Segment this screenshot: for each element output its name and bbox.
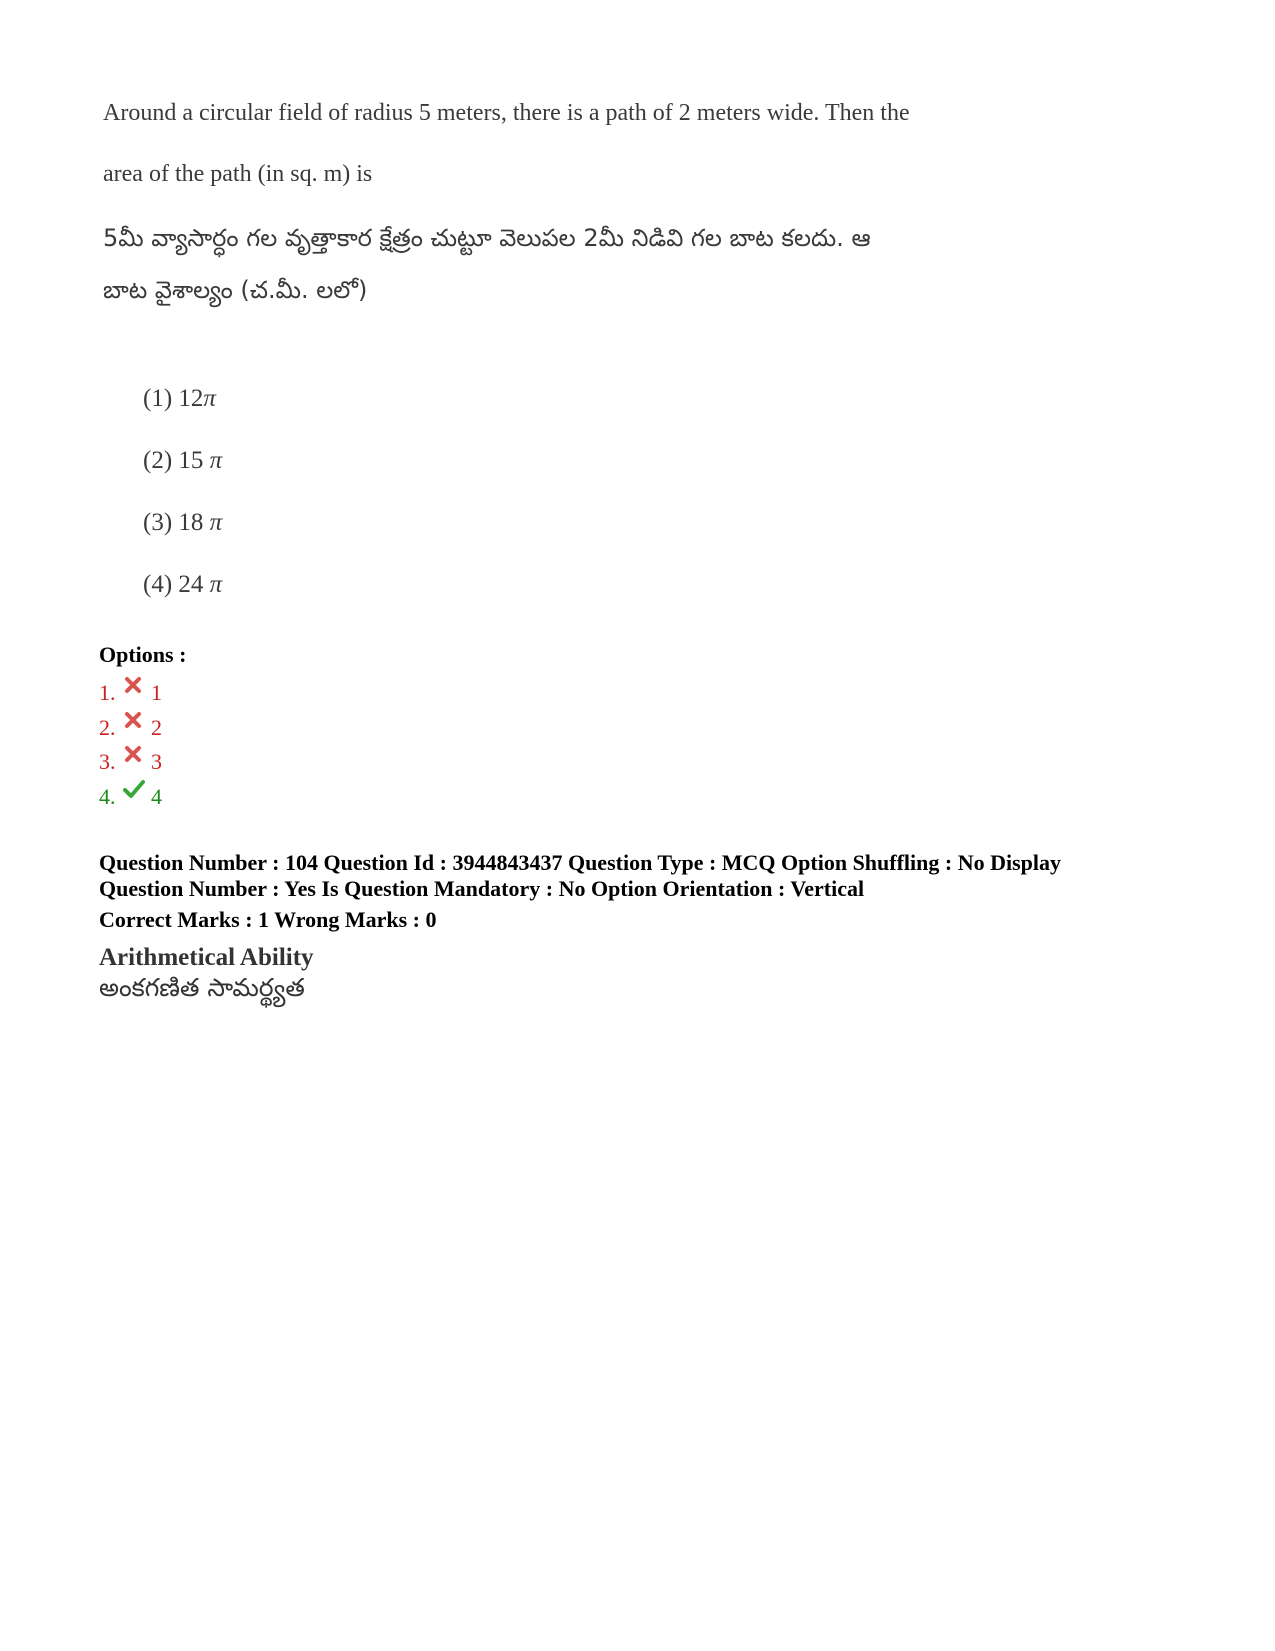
meta-line-1: Question Number : 104 Question Id : 3944843437 Question Type : MCQ Option Shuffling : No Display — [99, 850, 1062, 875]
options-list — [99, 676, 162, 814]
marks-info: Correct Marks : 1 Wrong Marks : 0 — [99, 907, 437, 932]
cross-icon — [123, 675, 143, 695]
option-number: 3. — [99, 749, 116, 775]
question-english-line-2: area of the path (in sq. m) is — [103, 161, 373, 187]
pi-symbol: π — [209, 447, 223, 474]
check-icon — [123, 779, 143, 799]
answer-choice — [143, 571, 222, 633]
question-meta — [99, 850, 1061, 902]
option-value: 3 — [151, 749, 162, 775]
section-title-english: Arithmetical Ability — [99, 944, 314, 971]
meta-line-2: Question Number : Yes Is Question Mandatory : No Option Orientation : Vertical — [99, 876, 865, 901]
option-item — [99, 780, 162, 815]
cross-icon — [123, 744, 143, 764]
section-title-telugu: అంకగణిత సామర్థ్యత — [99, 973, 305, 1002]
question-english-line-1: Around a circular field of radius 5 meters, there is a path of 2 meters wide. Then the — [103, 100, 910, 126]
choice-label: (3) 18 — [143, 509, 210, 536]
choice-label: (1) 12 — [143, 385, 204, 412]
option-value: 1 — [151, 680, 162, 706]
choice-label: (2) 15 — [143, 447, 210, 474]
cross-icon — [123, 710, 143, 730]
choice-label: (4) 24 — [143, 571, 210, 598]
pi-symbol: π — [209, 509, 223, 536]
option-number: 1. — [99, 680, 116, 706]
option-item — [99, 676, 162, 711]
answer-choice — [143, 385, 222, 447]
question-telugu-line-2: బాట వైశాల్యం (చ.మీ. లలో) — [103, 276, 368, 304]
pi-symbol: π — [203, 385, 216, 412]
option-item — [99, 711, 162, 746]
answer-choice — [143, 447, 222, 509]
option-number: 4. — [99, 783, 116, 809]
option-value: 4 — [151, 783, 162, 809]
answer-choices — [143, 385, 222, 633]
options-heading: Options : — [99, 642, 187, 667]
option-value: 2 — [151, 714, 162, 740]
option-number: 2. — [99, 714, 116, 740]
question-telugu-line-1: 5మీ వ్యాసార్ధం గల వృత్తాకార క్షేత్రం చుట్టూ వెలుపల 2మీ నిడివి గల బాట కలదు. ఆ — [103, 224, 871, 252]
option-item — [99, 745, 162, 780]
pi-symbol: π — [209, 571, 223, 598]
answer-choice — [143, 509, 222, 571]
